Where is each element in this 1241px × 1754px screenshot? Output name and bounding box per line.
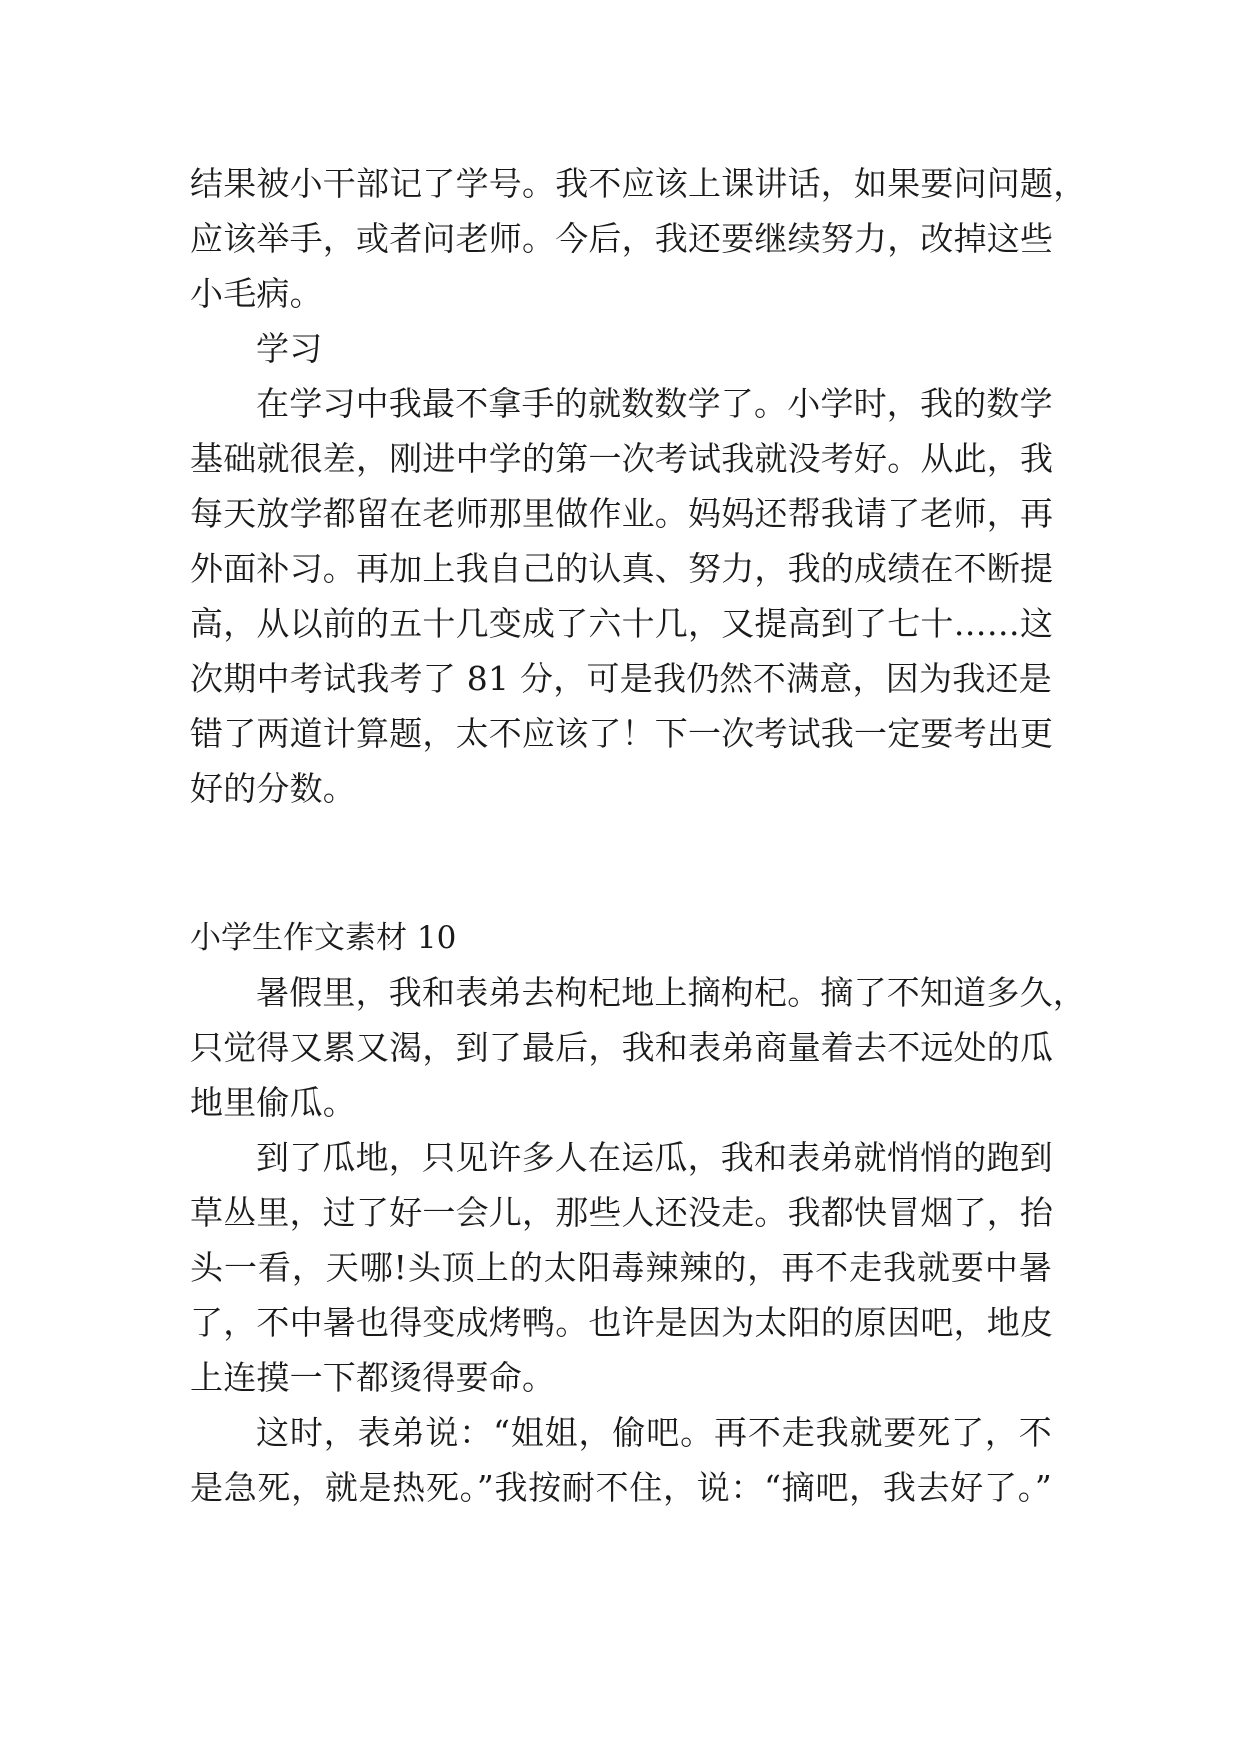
paragraph-line: 每天放学都留在老师那里做作业。妈妈还帮我请了老师，再 — [190, 494, 1054, 533]
section-title: 小学生作文素材 10 — [190, 920, 457, 956]
paragraph-line: 只觉得又累又渴，到了最后，我和表弟商量着去不远处的瓜 — [190, 1028, 1054, 1067]
paragraph-line: 外面补习。再加上我自己的认真、努力，我的成绩在不断提 — [190, 549, 1054, 588]
paragraph-line: 次期中考试我考了 81 分，可是我仍然不满意，因为我还是 — [190, 659, 1052, 698]
paragraph-line: 结果被小干部记了学号。我不应该上课讲话，如果要问问题， — [190, 164, 1087, 203]
paragraph-line: 地里偷瓜。 — [190, 1083, 356, 1122]
paragraph-line: 基础就很差，刚进中学的第一次考试我就没考好。从此，我 — [190, 439, 1054, 478]
paragraph-line: 上连摸一下都烫得要命。 — [190, 1358, 556, 1397]
paragraph-line: 这时，表弟说：“姐姐，偷吧。再不走我就要死了，不 — [256, 1413, 1052, 1452]
paragraph-line: 是急死，就是热死。”我按耐不住，说：“摘吧，我去好了。” — [190, 1468, 1052, 1507]
paragraph-line: 到了瓜地，只见许多人在运瓜，我和表弟就悄悄的跑到 — [256, 1138, 1053, 1177]
subheading: 学习 — [256, 329, 323, 368]
paragraph-line: 高，从以前的五十几变成了六十几，又提高到了七十……这 — [190, 604, 1054, 643]
paragraph-line: 错了两道计算题，太不应该了！下一次考试我一定要考出更 — [190, 714, 1054, 753]
paragraph-line: 暑假里，我和表弟去枸杞地上摘枸杞。摘了不知道多久， — [256, 973, 1086, 1012]
paragraph-line: 了，不中暑也得变成烤鸭。也许是因为太阳的原因吧，地皮 — [190, 1303, 1054, 1342]
paragraph-line: 应该举手，或者问老师。今后，我还要继续努力，改掉这些 — [190, 219, 1054, 258]
paragraph-line: 头一看，天哪!头顶上的太阳毒辣辣的，再不走我就要中暑 — [190, 1248, 1052, 1287]
paragraph-line: 好的分数。 — [190, 769, 356, 808]
paragraph-line: 小毛病。 — [190, 274, 323, 313]
paragraph-line: 在学习中我最不拿手的就数数学了。小学时，我的数学 — [256, 384, 1053, 423]
paragraph-line: 草丛里，过了好一会儿，那些人还没走。我都快冒烟了，抬 — [190, 1193, 1054, 1232]
